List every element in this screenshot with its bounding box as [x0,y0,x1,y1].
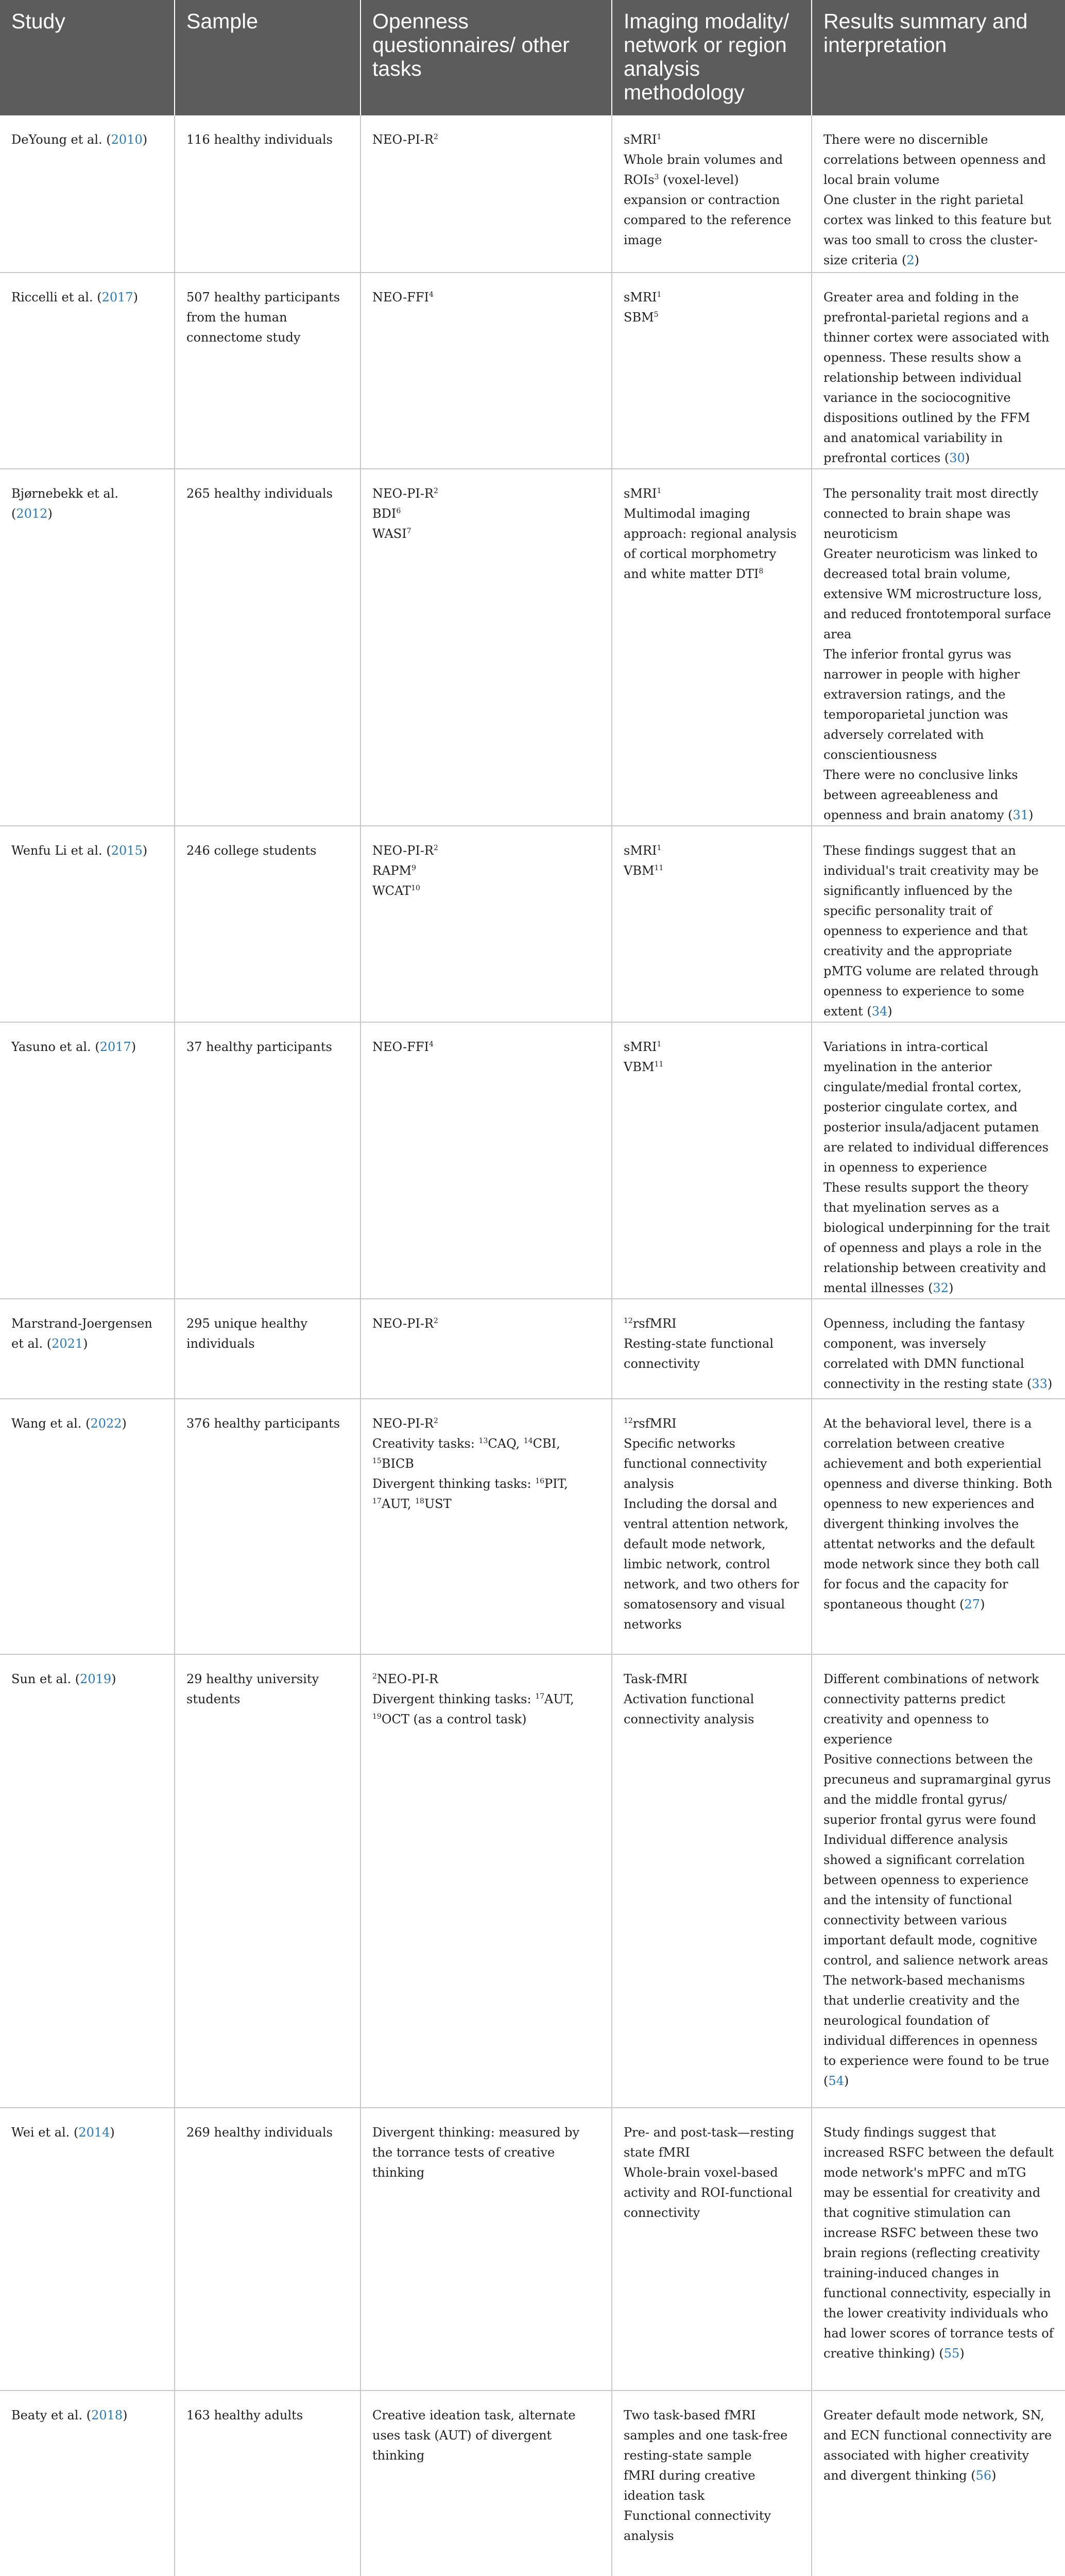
openness-cell [360,1022,612,1299]
imaging-cell [612,1299,812,1399]
imaging-cell [612,826,812,1022]
table-row [0,273,1065,469]
results-cell [812,469,1065,826]
imaging-line: sMRI$^1$ [624,132,662,147]
citation-link[interactable]: 2 [906,253,915,267]
citation-link[interactable]: 2018 [91,2408,123,2422]
results-line: There were no discernible correlations between openness and local brain volume [823,132,1046,187]
sample-cell: 29 healthy university students [175,1654,360,2108]
results-cell [812,2391,1065,2576]
results-line: Openness, including the fantasy component, was inversely correlated with DMN functional connectivity in the resting state (33) [823,1316,1053,1391]
citation-link[interactable]: 55 [943,2346,960,2361]
citation-link[interactable]: 2014 [78,2125,110,2140]
citation-link[interactable]: 2015 [111,843,143,858]
citation-link[interactable]: 56 [975,2468,992,2483]
openness-line: BDI$^6$ [372,506,401,521]
imaging-line: Whole brain volumes and ROIs$^3$ (voxel-level) expansion or contraction compared to the reference image [624,152,792,247]
imaging-line: Multimodal imaging approach: regional analysis of cortical morphometry and white matter DTI$^8$ [624,506,797,581]
results-line: One cluster in the right parietal cortex was linked to this feature but was too small to cross the cluster-size criteria (2) [823,193,1052,267]
imaging-line: Functional connectivity analysis [624,2509,771,2543]
results-cell [812,1654,1065,2108]
openness-cell [360,826,612,1022]
openness-line: NEO-$PI-R^2$ [372,843,438,858]
table-row [0,1399,1065,1654]
results-line: These results support the theory that myelination serves as a biological underpinning for the trait of openness and plays a role in the relationship between creativity and mental illnesses (32) [823,1180,1050,1295]
openness-cell [360,1299,612,1399]
sample-cell: 265 healthy individuals [175,469,360,826]
openness-cell [360,469,612,826]
results-cell [812,273,1065,469]
study-cell: Wenfu Li et al. (2015) [0,826,175,1022]
openness-line: NEO-FFI$^4$ [372,1040,434,1054]
sample-cell: 295 unique healthy individuals [175,1299,360,1399]
study-cell: Beaty et al. (2018) [0,2391,175,2576]
header-study: Study [0,0,175,115]
citation-link[interactable]: 2012 [16,506,48,521]
table-row [0,1654,1065,2108]
results-line: These findings suggest that an individual's trait creativity may be significantly influenced by the specific personality trait of openness to experience and that creativity and the appropriate pMTG volume are related through openness to experience to some extent (34) [823,843,1039,1019]
table-row [0,1022,1065,1299]
results-cell [812,826,1065,1022]
openness-cell [360,1399,612,1654]
results-line: The network-based mechanisms that underlie creativity and the neurological foundation of individual differences in openness to experience were found to be true (54) [823,1973,1050,2088]
study-cell: Wang et al. (2022) [0,1399,175,1654]
imaging-cell [612,469,812,826]
study-cell: Yasuno et al. (2017) [0,1022,175,1299]
citation-link[interactable]: 2019 [80,1672,112,1686]
openness-line: Creativity tasks: $^{13}$CAQ, $^{14}$CBI, $^{15}$BICB [372,1436,560,1471]
openness-cell [360,2391,612,2576]
citation-link[interactable]: 2017 [99,1040,131,1054]
citation-link[interactable]: 33 [1032,1377,1047,1391]
citation-link[interactable]: 2021 [51,1336,83,1351]
imaging-cell [612,1022,812,1299]
results-line: The inferior frontal gyrus was narrower in people with higher extraversion ratings, and the temporoparietal junction was adversely correlated with conscientiousness [823,647,1020,762]
openness-line: Creative ideation task, alternate uses task (AUT) of divergent thinking [372,2408,576,2463]
study-cell: Marstrand-Joergensen et al. (2021) [0,1299,175,1399]
results-line: Positive connections between the precuneus and supramarginal gyrus and the middle frontal gyrus/ superior frontal gyrus were found [823,1752,1051,1827]
openness-line: NEO-$PI-R^2$ [372,1316,438,1331]
citation-link[interactable]: 31 [1012,808,1029,822]
citation-link[interactable]: 2022 [90,1416,122,1431]
results-line: Different combinations of network connectivity patterns predict creativity and openness to experience [823,1672,1039,1747]
sample-cell: 116 healthy individuals [175,115,360,273]
openness-line: WCAT$^{10}$ [372,884,420,898]
imaging-cell [612,1399,812,1654]
openness-line: NEO-FFI$^4$ [372,290,434,304]
imaging-line: Task-fMRI [624,1672,688,1686]
openness-line: WASI$^7$ [372,527,411,541]
imaging-line: Activation functional connectivity analysis [624,1692,754,1726]
sample-cell: 376 healthy participants [175,1399,360,1654]
imaging-line: sMRI$^1$ [624,290,662,304]
imaging-line: sMRI$^1$ [624,486,662,501]
imaging-line: Resting-state functional connectivity [624,1336,774,1371]
openness-line: NEO-$PI-R^2$ [372,486,438,501]
table-row [0,469,1065,826]
imaging-line: Specific networks functional connectivity analysis [624,1436,767,1491]
results-cell [812,1022,1065,1299]
sample-cell: 37 healthy participants [175,1022,360,1299]
imaging-line: Two task-based fMRI samples and one task-free resting-state sample [624,2408,788,2463]
header-results: Results summary and interpretation [812,0,1065,115]
openness-line: Divergent thinking tasks: $^{17}$AUT, $^{19}$OCT (as a control task) [372,1692,574,1726]
imaging-cell [612,2391,812,2576]
results-line: Greater default mode network, SN, and ECN functional connectivity are associated with higher creativity and divergent thinking (56) [823,2408,1052,2483]
citation-link[interactable]: 32 [933,1281,949,1295]
table-row [0,2108,1065,2391]
citation-link[interactable]: 30 [949,451,965,465]
openness-line: NEO-$PI-R^2$ [372,1416,438,1431]
header-openness: Openness questionnaires/ other tasks [360,0,612,115]
study-cell: Wei et al. (2014) [0,2108,175,2391]
header-imaging: Imaging modality/ network or region analysis methodology [612,0,812,115]
imaging-line: Whole-brain voxel-based activity and ROI-functional connectivity [624,2165,793,2220]
sample-cell: 163 healthy adults [175,2391,360,2576]
sample-cell: 269 healthy individuals [175,2108,360,2391]
openness-cell [360,273,612,469]
imaging-line: fMRI during creative ideation task [624,2468,755,2503]
imaging-cell [612,115,812,273]
openness-line: RAPM$^9$ [372,863,417,878]
table-row [0,2391,1065,2576]
results-cell [812,1299,1065,1399]
openness-line: $^2$NEO-PI-R [372,1672,438,1686]
citation-link[interactable]: 27 [964,1597,981,1612]
results-line: Individual difference analysis showed a significant correlation between openness to experience and the intensity of functional connectivity between various important default mode, cognitive control, and salience network areas [823,1833,1049,1968]
results-cell [812,2108,1065,2391]
results-line: Variations in intra-cortical myelination in the anterior cingulate/medial frontal cortex, posterior cingulate cortex, and posterior insula/adjacent putamen are related to individual differences in openness to experience [823,1040,1049,1175]
openness-cell [360,1654,612,2108]
results-line: At the behavioral level, there is a correlation between creative achievement and both experiential openness and diverse thinking. Both openness to new experiences and divergent thinking involves the attentat networks and the default mode network since they both call for focus and the capacity for spontaneous thought (27) [823,1416,1053,1612]
study-cell: Riccelli et al. (2017) [0,273,175,469]
openness-cell [360,115,612,273]
table-body [0,115,1065,2576]
imaging-cell [612,2108,812,2391]
imaging-line: sMRI$^1$ [624,1040,662,1054]
imaging-line: Including the dorsal and ventral attention network, default mode network, limbic network, control network, and two others for somatosensory and visual networks [624,1497,799,1632]
imaging-line: VBM$^{11}$ [624,863,664,878]
citation-link[interactable]: 54 [828,2074,844,2088]
imaging-line: VBM$^{11}$ [624,1060,664,1074]
openness-line: Divergent thinking tasks: $^{16}$PIT, $^{17}$AUT, $^{18}$UST [372,1477,568,1511]
openness-line: NEO-$PI-R^2$ [372,132,438,147]
imaging-cell [612,273,812,469]
openness-cell [360,2108,612,2391]
table-header-row [0,0,1065,115]
study-cell: Bjørnebekk et al. (2012) [0,469,175,826]
results-line: There were no conclusive links between agreeableness and openness and brain anatomy (31) [823,768,1034,822]
table-row [0,1299,1065,1399]
study-cell: DeYoung et al. (2010) [0,115,175,273]
citation-link[interactable]: 34 [871,1004,888,1019]
imaging-line: SBM$^5$ [624,310,659,325]
results-line: Greater area and folding in the prefrontal-parietal regions and a thinner cortex were associated with openness. These results show a relationship between individual variance in the sociocognitive dispositions outlined by the FFM and anatomical variability in prefrontal cortices (30) [823,290,1050,465]
citation-link[interactable]: 2010 [111,132,143,147]
table-row [0,115,1065,273]
results-cell [812,1399,1065,1654]
study-cell: Sun et al. (2019) [0,1654,175,2108]
imaging-line: $^{12}$rsfMRI [624,1316,677,1331]
citation-link[interactable]: 2017 [101,290,133,304]
openness-line: Divergent thinking: measured by the torrance tests of creative thinking [372,2125,580,2180]
sample-cell: 507 healthy participants from the human connectome study [175,273,360,469]
sample-cell: 246 college students [175,826,360,1022]
imaging-cell [612,1654,812,2108]
imaging-line: Pre- and post-task—resting state fMRI [624,2125,795,2160]
imaging-line: $^{12}$rsfMRI [624,1416,677,1431]
results-line: Greater neuroticism was linked to decreased total brain volume, extensive WM microstructure loss, and reduced frontotemporal surface area [823,547,1051,641]
results-line: Study findings suggest that increased RSFC between the default mode network's mPFC and mTG may be essential for creativity and that cognitive stimulation can increase RSFC between these two brain regions (reflecting creativity training-induced changes in functional connectivity, especially in the lower creativity individuals who had lower scores of torrance tests of creative thinking) (55) [823,2125,1054,2361]
results-line: The personality trait most directly connected to brain shape was neuroticism [823,486,1039,541]
header-sample: Sample [175,0,360,115]
results-cell [812,115,1065,273]
imaging-line: sMRI$^1$ [624,843,662,858]
table-row [0,826,1065,1022]
